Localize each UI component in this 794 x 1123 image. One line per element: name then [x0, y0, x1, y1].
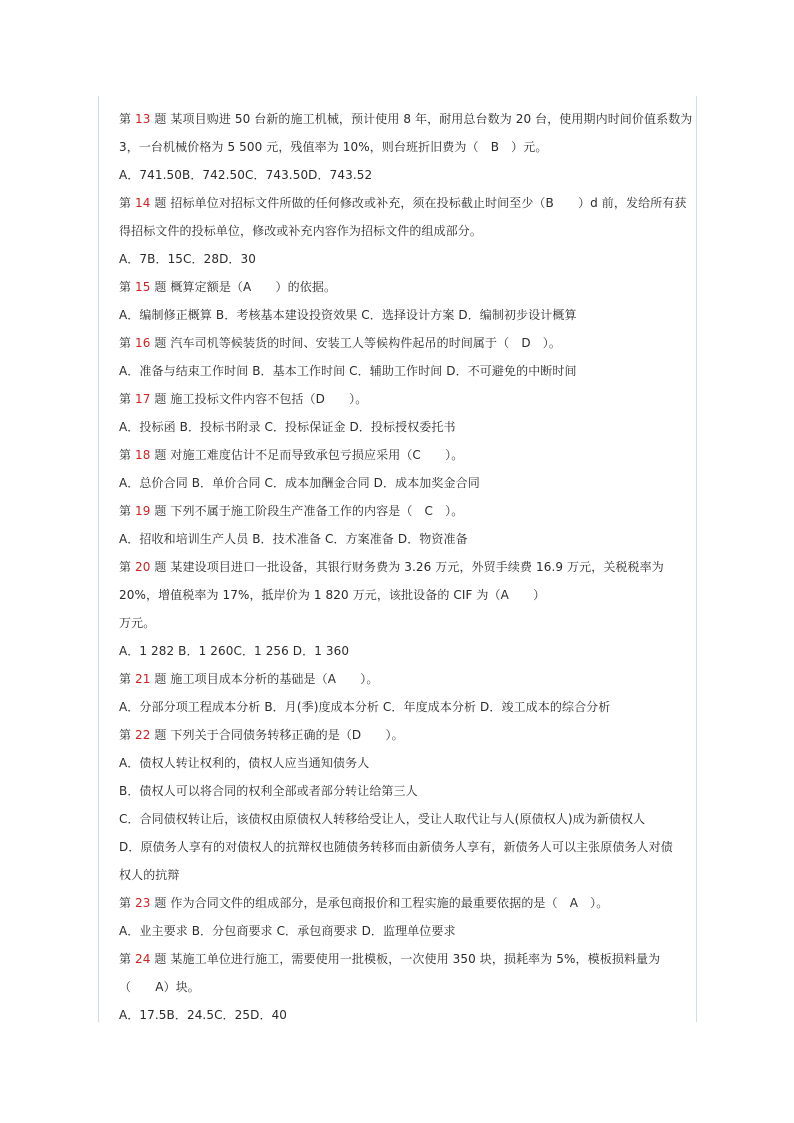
line-text: A．债权人转让权利的，债权人应当通知债务人 — [119, 756, 370, 770]
question-number: 19 — [135, 504, 151, 518]
line-text: 权人的抗辩 — [119, 868, 180, 882]
question-heading-line — [119, 441, 689, 469]
question-number: 23 — [135, 896, 151, 910]
question-suffix: 题 — [150, 952, 167, 966]
question-number: 20 — [135, 560, 151, 574]
question-suffix: 题 — [150, 392, 167, 406]
question-heading-line — [119, 889, 689, 917]
line-text: 某施工单位进行施工，需要使用一批模板，一次使用 350 块，损耗率为 5%，模板损料量为 — [166, 952, 661, 966]
line-text: A．7B．15C．28D．30 — [119, 252, 257, 266]
question-number: 14 — [135, 196, 151, 210]
text-line — [119, 301, 689, 329]
question-heading-line — [119, 945, 689, 973]
text-line — [119, 1001, 689, 1029]
text-line — [119, 581, 689, 609]
question-prefix: 第 — [119, 196, 136, 210]
question-suffix: 题 — [150, 560, 167, 574]
line-text: A．总价合同 B．单价合同 C．成本加酬金合同 D．成本加奖金合同 — [119, 476, 480, 490]
question-prefix: 第 — [119, 728, 136, 742]
question-suffix: 题 — [150, 112, 167, 126]
question-prefix: 第 — [119, 560, 136, 574]
question-suffix: 题 — [150, 280, 167, 294]
line-text: D．原债务人享有的对债权人的抗辩权也随债务转移而由新债务人享有，新债务人可以主张原债务人对债 — [119, 840, 673, 854]
text-line — [119, 525, 689, 553]
text-line — [119, 161, 689, 189]
line-text: 施工投标文件内容不包括（D ）。 — [166, 392, 368, 406]
question-heading-line — [119, 385, 689, 413]
question-number: 17 — [135, 392, 151, 406]
line-text: 万元。 — [119, 616, 156, 630]
question-number: 13 — [135, 112, 151, 126]
question-suffix: 题 — [150, 448, 167, 462]
text-line — [119, 833, 689, 861]
question-number: 18 — [135, 448, 151, 462]
text-line — [119, 637, 689, 665]
question-heading-line — [119, 497, 689, 525]
question-suffix: 题 — [150, 672, 167, 686]
question-number: 15 — [135, 280, 151, 294]
line-text: 3，一台机械价格为 5 500 元，残值率为 10%，则台班折旧费为（ B ）元。 — [119, 140, 548, 154]
question-heading-line — [119, 105, 693, 133]
text-line — [119, 805, 689, 833]
question-prefix: 第 — [119, 112, 136, 126]
text-line — [119, 861, 689, 889]
line-text: 下列关于合同债务转移正确的是（D ）。 — [166, 728, 404, 742]
question-prefix: 第 — [119, 448, 136, 462]
question-number: 21 — [135, 672, 151, 686]
line-text: 汽车司机等候装货的时间、安装工人等候构件起吊的时间属于（ D ）。 — [166, 336, 561, 350]
text-line — [119, 749, 689, 777]
line-text: A．1 282 B．1 260C．1 256 D．1 360 — [119, 644, 350, 658]
question-suffix: 题 — [150, 196, 167, 210]
text-line — [119, 469, 689, 497]
line-text: A．17.5B．24.5C．25D．40 — [119, 1008, 288, 1022]
line-text: A．业主要求 B．分包商要求 C．承包商要求 D．监理单位要求 — [119, 924, 456, 938]
text-line — [119, 609, 689, 637]
text-line — [119, 413, 689, 441]
line-text: 某项目购进 50 台新的施工机械，预计使用 8 年，耐用总台数为 20 台，使用期内时间价值系数为 — [166, 112, 693, 126]
text-line — [119, 917, 689, 945]
line-text: 施工项目成本分析的基础是（A ）。 — [166, 672, 379, 686]
question-suffix: 题 — [150, 728, 167, 742]
question-prefix: 第 — [119, 672, 136, 686]
question-prefix: 第 — [119, 392, 136, 406]
text-line — [119, 693, 689, 721]
question-suffix: 题 — [150, 896, 167, 910]
line-text: 20%，增值税率为 17%，抵岸价为 1 820 万元，该批设备的 CIF 为（A ） — [119, 588, 546, 602]
line-text: 招标单位对招标文件所做的任何修改或补充，须在投标截止时间至少（B ）d 前，发给所有获 — [166, 196, 687, 210]
right-border-line — [696, 96, 697, 1022]
line-text: 下列不属于施工阶段生产准备工作的内容是（ C ）。 — [166, 504, 464, 518]
line-text: A．投标函 B．投标书附录 C．投标保证金 D．投标授权委托书 — [119, 420, 456, 434]
line-text: 概算定额是（A ）的依据。 — [166, 280, 337, 294]
document-body — [119, 105, 693, 1029]
line-text: C．合同债权转让后，该债权由原债权人转移给受让人，受让人取代让与人(原债权人)成为新债权人 — [119, 812, 646, 826]
line-text: 作为合同文件的组成部分，是承包商报价和工程实施的最重要依据的是（ A ）。 — [166, 896, 609, 910]
left-border-line — [98, 96, 99, 1022]
line-text: 某建设项目进口一批设备，其银行财务费为 3.26 万元，外贸手续费 16.9 万元，关税税率为 — [166, 560, 664, 574]
line-text: 对施工难度估计不足而导致承包亏损应采用（C ）。 — [166, 448, 464, 462]
line-text: A．分部分项工程成本分析 B．月(季)度成本分析 C．年度成本分析 D．竣工成本的综合分析 — [119, 700, 611, 714]
question-number: 24 — [135, 952, 151, 966]
question-heading-line — [119, 273, 689, 301]
question-prefix: 第 — [119, 896, 136, 910]
line-text: 得招标文件的投标单位，修改或补充内容作为招标文件的组成部分。 — [119, 224, 483, 238]
text-line — [119, 217, 689, 245]
question-prefix: 第 — [119, 280, 136, 294]
text-line — [119, 777, 689, 805]
question-prefix: 第 — [119, 336, 136, 350]
question-number: 16 — [135, 336, 151, 350]
line-text: A．编制修正概算 B．考核基本建设投资效果 C．选择设计方案 D．编制初步设计概算 — [119, 308, 577, 322]
text-line — [119, 245, 689, 273]
line-text: A．741.50B．742.50C．743.50D．743.52 — [119, 168, 373, 182]
text-line — [119, 133, 689, 161]
question-heading-line — [119, 189, 689, 217]
question-heading-line — [119, 721, 689, 749]
question-prefix: 第 — [119, 952, 136, 966]
question-heading-line — [119, 665, 689, 693]
question-heading-line — [119, 553, 689, 581]
question-number: 22 — [135, 728, 151, 742]
question-prefix: 第 — [119, 504, 136, 518]
question-heading-line — [119, 329, 689, 357]
line-text: A．准备与结束工作时间 B．基本工作时间 C．辅助工作时间 D．不可避免的中断时间 — [119, 364, 577, 378]
line-text: A．招收和培训生产人员 B．技术准备 C．方案准备 D．物资准备 — [119, 532, 468, 546]
question-suffix: 题 — [150, 336, 167, 350]
line-text: B．债权人可以将合同的权利全部或者部分转让给第三人 — [119, 784, 418, 798]
question-suffix: 题 — [150, 504, 167, 518]
line-text: （ A）块。 — [119, 980, 200, 994]
text-line — [119, 973, 689, 1001]
text-line — [119, 357, 689, 385]
